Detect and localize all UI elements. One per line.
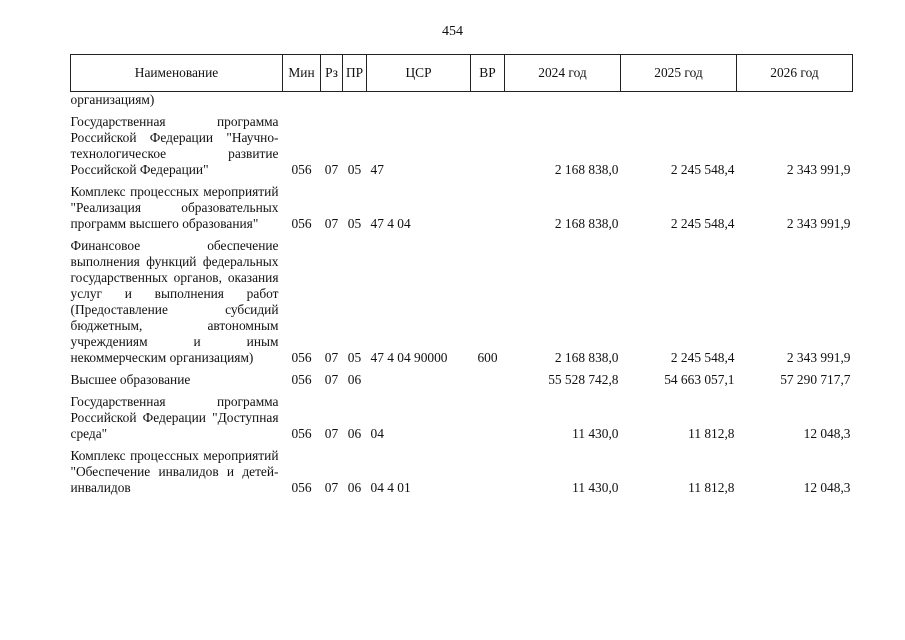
- row-2025: 54 663 057,1: [664, 372, 735, 387]
- row-vr: 600: [477, 350, 498, 365]
- row-name: Финансовое обеспечение выполнения функций федеральных государственных органов, оказания услуг и выполнения работ (Предоставление субсидий бюджетным, автономным учреждениям и иным некоммерческим организациям): [70, 238, 279, 365]
- row-rz: [321, 92, 343, 109]
- row-min: 056: [291, 162, 312, 177]
- row-2024: 2 168 838,0: [554, 162, 619, 177]
- row-name: Государственная программа Российской Федерации "Доступная среда": [70, 394, 279, 441]
- row-vr: [471, 442, 505, 496]
- row-csr: 04 4 01: [370, 480, 411, 495]
- header-csr: ЦСР: [367, 55, 471, 92]
- row-rz: 07: [324, 216, 339, 231]
- row-vr: [471, 366, 505, 388]
- row-2024: 2 168 838,0: [554, 350, 619, 365]
- row-pr: 05: [347, 350, 362, 365]
- row-2025: 2 245 548,4: [670, 162, 735, 177]
- row-rz: 07: [324, 162, 339, 177]
- row-2024: 11 430,0: [572, 480, 619, 495]
- row-csr: 47 4 04 90000: [370, 350, 448, 365]
- row-rz: 07: [324, 372, 339, 387]
- row-name: Комплекс процессных мероприятий "Реализация образовательных программ высшего образования": [70, 184, 279, 231]
- row-2026: 57 290 717,7: [780, 372, 851, 387]
- table-row: [71, 366, 853, 388]
- header-2026: 2026 год: [737, 55, 853, 92]
- budget-table: [70, 54, 853, 496]
- header-pr: ПР: [343, 55, 367, 92]
- header-vr: ВР: [471, 55, 505, 92]
- row-min: 056: [291, 350, 312, 365]
- row-pr: 05: [347, 162, 362, 177]
- row-csr: [367, 366, 471, 388]
- header-rz: Рз: [321, 55, 343, 92]
- row-name: Комплекс процессных мероприятий "Обеспечение инвалидов и детей-инвалидов: [70, 448, 279, 495]
- row-csr: 47 4 04: [370, 216, 411, 231]
- row-pr: [343, 92, 367, 109]
- row-pr: 06: [347, 372, 362, 387]
- row-vr: [471, 92, 505, 109]
- table-row: [71, 178, 853, 232]
- table-header-row: [71, 55, 853, 92]
- row-2025: 11 812,8: [688, 480, 735, 495]
- row-2026: 12 048,3: [803, 426, 851, 441]
- row-min: 056: [291, 480, 312, 495]
- row-pr: 06: [347, 426, 362, 441]
- row-name: организациям): [70, 92, 155, 107]
- page-number: 454: [442, 24, 463, 39]
- row-min: [283, 92, 321, 109]
- row-2025: 2 245 548,4: [670, 216, 735, 231]
- row-min: 056: [291, 426, 312, 441]
- table-row: [71, 442, 853, 496]
- row-pr: 05: [347, 216, 362, 231]
- row-csr: [367, 92, 471, 109]
- row-2025: 2 245 548,4: [670, 350, 735, 365]
- row-2024: 11 430,0: [572, 426, 619, 441]
- row-csr: 47: [370, 162, 384, 177]
- row-min: 056: [291, 216, 312, 231]
- header-name: Наименование: [71, 55, 283, 92]
- header-min: Мин: [283, 55, 321, 92]
- row-min: 056: [291, 372, 312, 387]
- row-pr: 06: [347, 480, 362, 495]
- row-vr: [471, 108, 505, 178]
- table-row: [71, 108, 853, 178]
- row-name: Государственная программа Российской Федерации "Научно-технологическое развитие Российской Федерации": [70, 114, 279, 177]
- header-2024: 2024 год: [505, 55, 621, 92]
- row-2025: [621, 92, 737, 109]
- row-2026: [737, 92, 853, 109]
- header-2025: 2025 год: [621, 55, 737, 92]
- row-vr: [471, 388, 505, 442]
- row-rz: 07: [324, 350, 339, 365]
- row-rz: 07: [324, 480, 339, 495]
- table-row: [71, 232, 853, 366]
- row-2024: [505, 92, 621, 109]
- row-name: Высшее образование: [70, 372, 191, 387]
- row-2024: 2 168 838,0: [554, 216, 619, 231]
- row-2025: 11 812,8: [688, 426, 735, 441]
- row-2026: 12 048,3: [803, 480, 851, 495]
- row-2026: 2 343 991,9: [786, 350, 851, 365]
- row-vr: [471, 178, 505, 232]
- row-2026: 2 343 991,9: [786, 162, 851, 177]
- table-row: [71, 388, 853, 442]
- row-rz: 07: [324, 426, 339, 441]
- row-2026: 2 343 991,9: [786, 216, 851, 231]
- row-csr: 04: [370, 426, 384, 441]
- table-row: [71, 92, 853, 109]
- row-2024: 55 528 742,8: [548, 372, 619, 387]
